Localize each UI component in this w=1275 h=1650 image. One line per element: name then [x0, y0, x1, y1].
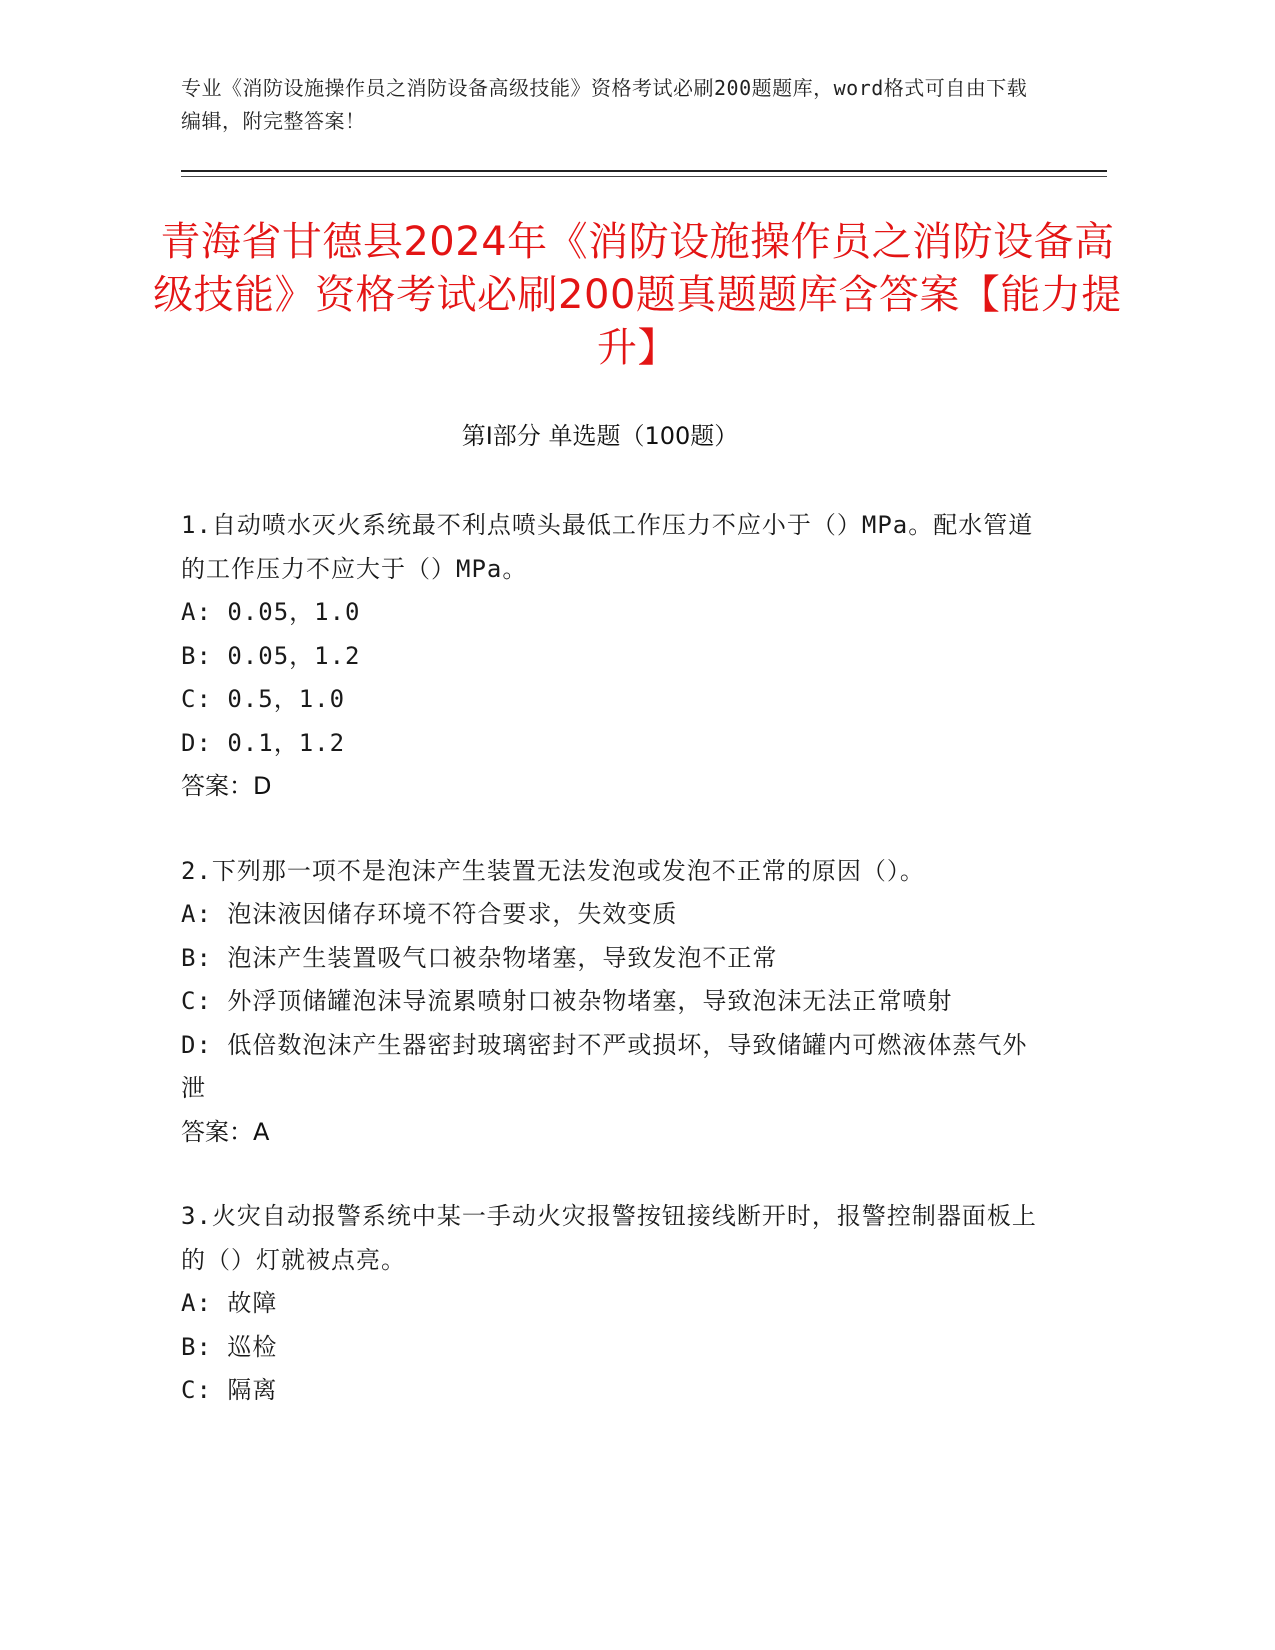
- option-b: B: 0.05，1.2: [181, 641, 361, 670]
- option-a: A: 故障: [181, 1289, 278, 1317]
- option-c: C: 隔离: [181, 1376, 278, 1404]
- answer-line: 答案：A: [181, 1117, 270, 1146]
- question-stem: 2.下列那一项不是泡沫产生装置无法发泡或发泡不正常的原因（）。: [181, 856, 925, 885]
- header-divider-thin: [181, 176, 1107, 177]
- option-c: C: 0.5，1.0: [181, 685, 346, 713]
- question-1: [181, 504, 1041, 809]
- header-divider: [181, 170, 1107, 172]
- answer-line: 答案：D: [181, 772, 272, 800]
- option-c: C: 外浮顶储罐泡沫导流累喷射口被杂物堵塞，导致泡沫无法正常喷射: [181, 987, 953, 1015]
- option-a: A: 0.05，1.0: [181, 598, 361, 626]
- section-heading: 第Ⅰ部分 单选题（100题）: [461, 422, 739, 450]
- question-3: [181, 1195, 1041, 1413]
- question-list: [181, 504, 1041, 1454]
- option-d: D: 低倍数泡沫产生器密封玻璃密封不严或损坏，导致储罐内可燃液体蒸气外泄: [181, 1030, 1028, 1102]
- question-2: [181, 850, 1041, 1155]
- option-a: A: 泡沫液因储存环境不符合要求，失效变质: [181, 900, 678, 928]
- document-title: 青海省甘德县2024年《消防设施操作员之消防设备高级技能》资格考试必刷200题真题题库含答案【能力提升】: [153, 219, 1122, 371]
- option-b: B: 巡检: [181, 1332, 278, 1361]
- question-stem: 1.自动喷水灭火系统最不利点喷头最低工作压力不应小于（）MPa。配水管道的工作压力不应大于（）MPa。: [181, 511, 1034, 583]
- header-note: 专业《消防设施操作员之消防设备高级技能》资格考试必刷200题题库，word格式可自由下载编辑，附完整答案！: [181, 76, 1028, 133]
- question-stem: 3.火灾自动报警系统中某一手动火灾报警按钮接线断开时，报警控制器面板上的（）灯就被点亮。: [181, 1202, 1037, 1274]
- option-d: D: 0.1，1.2: [181, 728, 346, 757]
- option-b: B: 泡沫产生装置吸气口被杂物堵塞，导致发泡不正常: [181, 943, 778, 972]
